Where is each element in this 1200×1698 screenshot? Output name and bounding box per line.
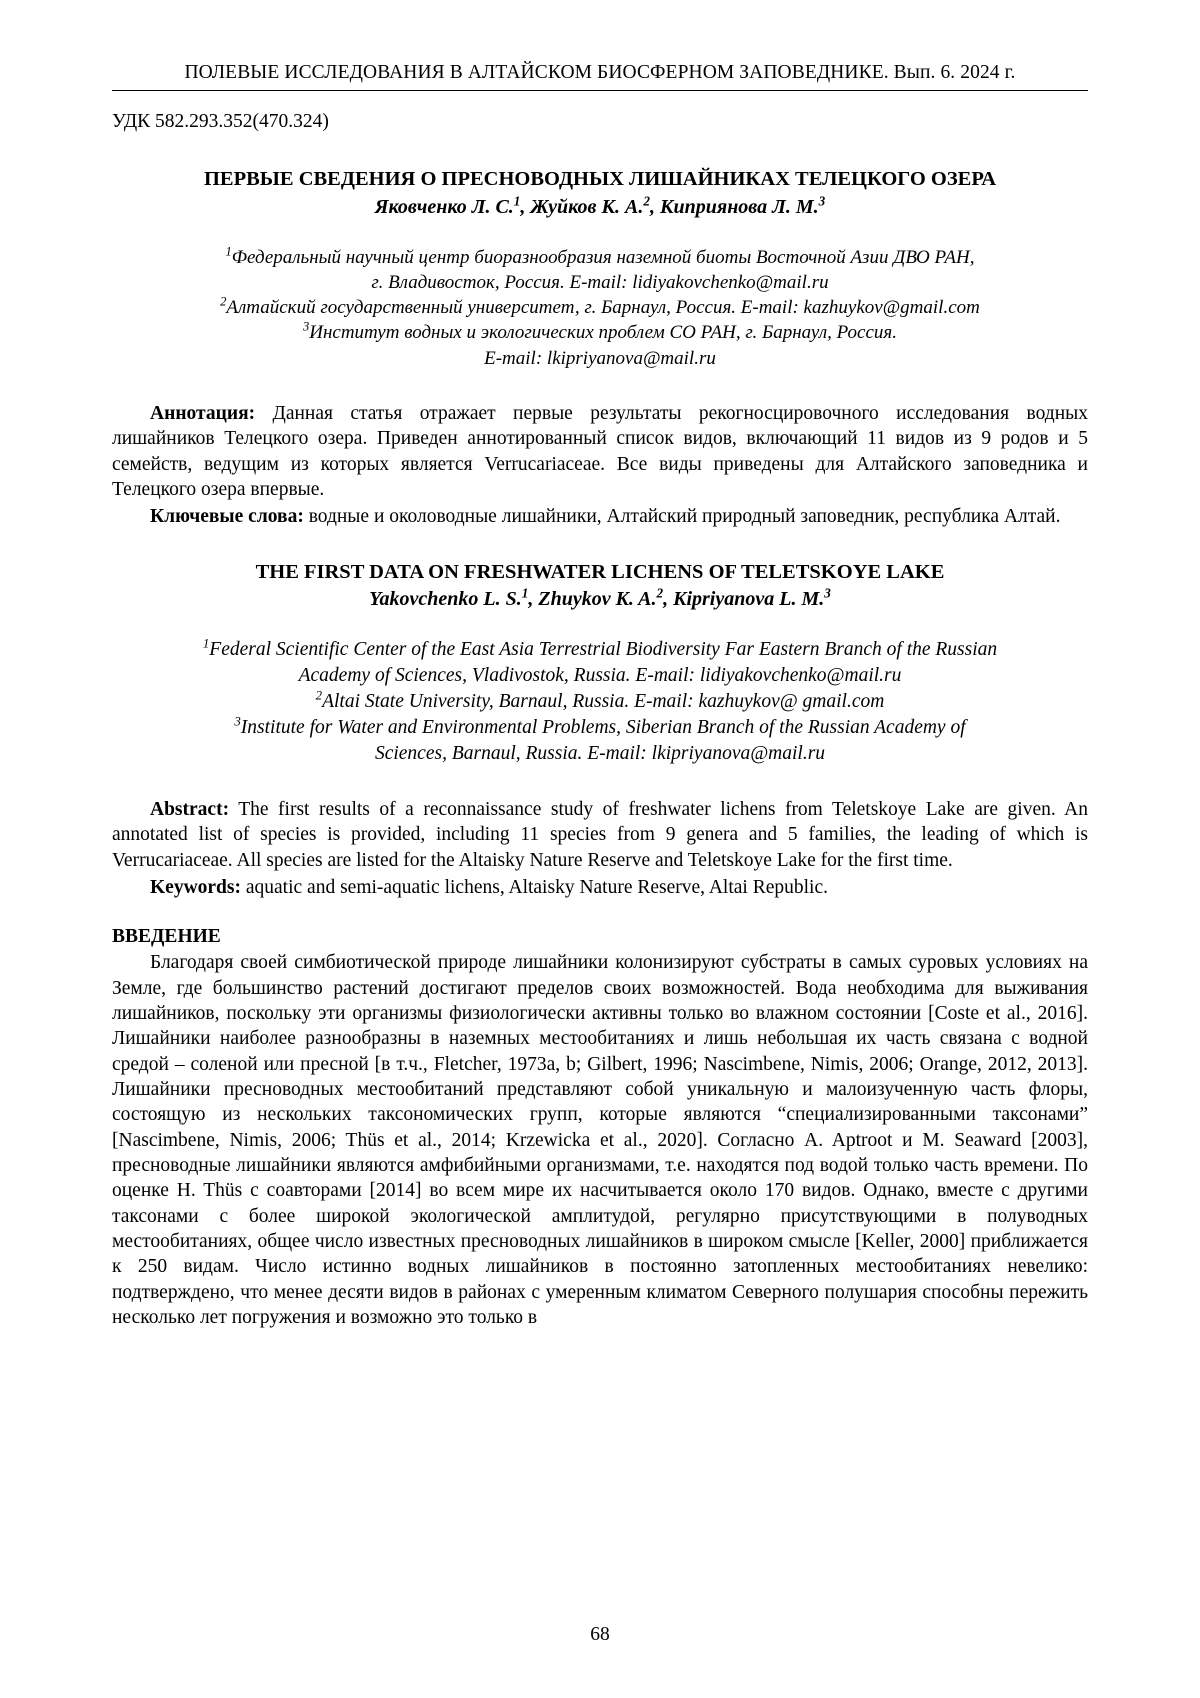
affiliations-ru	[112, 245, 1088, 371]
abstract-en-label: Abstract:	[150, 798, 230, 820]
keywords-ru-text: водные и околоводные лишайники, Алтайский природный заповедник, республика Алтай.	[303, 506, 1061, 528]
keywords-en	[112, 875, 1088, 900]
author-ru-2: Жуйков К. А.$^2$	[530, 192, 650, 218]
article-title-en: THE FIRST DATA ON FRESHWATER LICHENS OF TELETSKOYE LAKE	[255, 560, 945, 583]
page-number: 68	[590, 1624, 610, 1645]
affiliation-ru-1-line-1: $^1$Федеральный научный центр биоразнообразия наземной биоты Восточной Азии ДВО РАН,	[225, 244, 975, 268]
abstract-en-text: The first results of a reconnaissance study of freshwater lichens from Teletskoye Lake are given. An annotated list of species is provided, including 11 species from 9 genera and 5 families, the leading of which is Verrucariaceae. All species are listed for the Altaisky Nature Reserve and Teletskoye Lake for the first time.	[112, 798, 1088, 871]
authors-ru: Яковченко Л. С.$^1$, Жуйков К. А.$^2$, Киприянова Л. М.$^3$	[374, 192, 826, 218]
author-en-2: Zhuykov K. A.$^2$	[538, 585, 664, 611]
udk-code: УДК 582.293.352(470.324)	[112, 111, 329, 132]
affiliation-ru-3-line-1: $^3$Институт водных и экологических проблем СО РАН, г. Барнаул, Россия.	[302, 320, 897, 344]
author-en-3: Kipriyanova L. M.$^3$	[673, 585, 831, 611]
abstract-ru-label: Аннотация:	[150, 402, 256, 424]
header-rule	[112, 90, 1088, 91]
authors-en: Yakovchenko L. S.$^1$, Zhuykov K. A.$^2$, Kipriyanova L. M.$^3$	[369, 585, 831, 611]
keywords-en-text: aquatic and semi-aquatic lichens, Altaisky Nature Reserve, Altai Republic.	[241, 876, 828, 898]
affiliation-ru-1-line-2: г. Владивосток, Россия. E-mail: lidiyakovchenko@mail.ru	[371, 271, 829, 293]
affiliation-en-3-line-2: Sciences, Barnaul, Russia. E-mail: lkipriyanova@mail.ru	[374, 742, 826, 764]
affiliation-en-1-line-1: $^1$Federal Scientific Center of the East Asia Terrestrial Biodiversity Far Eastern Branch of the Russian	[202, 636, 998, 661]
introduction-paragraph: Благодаря своей симбиотической природе лишайники колонизируют субстраты в самых суровых условиях на Земле, где большинство растений достигают пределов своих возможностей. Вода необходима для выживания лишайников, поскольку эти организмы физиологически активны только во влажном состоянии [Coste et al., 2016]. Лишайники наиболее разнообразны в наземных местообитаниях и лишь небольшая их часть связана с водной средой – соленой или пресной [в т.ч., Fletcher, 1973a, b; Gilbert, 1996; Nascimbene, Nimis, 2006; Orange, 2012, 2013]. Лишайники пресноводных местообитаний представляют собой уникальную и малоизученную часть флоры, состоящую из нескольких таксономических групп, которые являются “специализированными таксонами” [Nascimbene, Nimis, 2006; Thüs et al., 2014; Krzewicka et al., 2020]. Согласно A. Aptroot и M. Seaward [2003], пресноводные лишайники являются амфибийными организмами, т.е. находятся под водой только часть времени. По оценке H. Thüs с соавторами [2014] во всем мире их насчитывается около 170 видов. Однако, вместе с другими таксонами с более широкой экологической амплитудой, регулярно присутствующими в полуводных местообитаниях, общее число известных пресноводных лишайников в широком смысле [Keller, 2000] приближается к 250 видам. Число истинно водных лишайников в постоянно затопленных местообитаниях невелико: подтверждено, что менее десяти видов в районах с умеренным климатом Северного полушария способны пережить несколько лет погружения и возможно это только в	[112, 952, 1088, 1329]
affiliation-ru-2: $^2$Алтайский государственный университет, г. Барнаул, Россия. E-mail: kazhuykov@gmail.com	[220, 294, 980, 319]
keywords-ru	[112, 504, 1088, 529]
author-ru-1: Яковченко Л. С.$^1$	[374, 192, 521, 218]
abstract-ru-text: Данная статья отражает первые результаты рекогносцировочного исследования водных лишайников Телецкого озера. Приведен аннотированный список видов, включающий 11 видов из 9 родов и 5 семейств, ведущим из которых является Verrucariaceae. Все виды приведены для Алтайского заповедника и Телецкого озера впервые.	[112, 402, 1088, 500]
abstract-en	[112, 797, 1088, 873]
running-head: ПОЛЕВЫЕ ИССЛЕДОВАНИЯ В АЛТАЙСКОМ БИОСФЕРНОМ ЗАПОВЕДНИКЕ. Вып. 6. 2024 г.	[184, 62, 1016, 83]
author-en-1: Yakovchenko L. S.$^1$	[369, 585, 529, 611]
keywords-en-label: Keywords:	[150, 876, 241, 898]
article-title-ru: ПЕРВЫЕ СВЕДЕНИЯ О ПРЕСНОВОДНЫХ ЛИШАЙНИКАХ ТЕЛЕЦКОГО ОЗЕРА	[203, 168, 997, 190]
author-ru-3: Киприянова Л. М.$^3$	[659, 192, 826, 218]
affiliation-en-1-line-2: Academy of Sciences, Vladivostok, Russia. E-mail: lidiyakovchenko@mail.ru	[298, 665, 902, 687]
keywords-ru-label: Ключевые слова:	[150, 506, 304, 528]
section-heading-introduction: ВВЕДЕНИЕ	[112, 926, 221, 948]
abstract-ru	[112, 401, 1088, 502]
affiliations-en	[112, 637, 1088, 767]
affiliation-en-2: $^2$Altai State University, Barnaul, Russia. E-mail: kazhuykov@ gmail.com	[315, 688, 885, 713]
affiliation-en-3-line-1: $^3$Institute for Water and Environmental Problems, Siberian Branch of the Russian Academy of	[234, 714, 966, 739]
affiliation-ru-3-line-2: E-mail: lkipriyanova@mail.ru	[484, 347, 716, 369]
